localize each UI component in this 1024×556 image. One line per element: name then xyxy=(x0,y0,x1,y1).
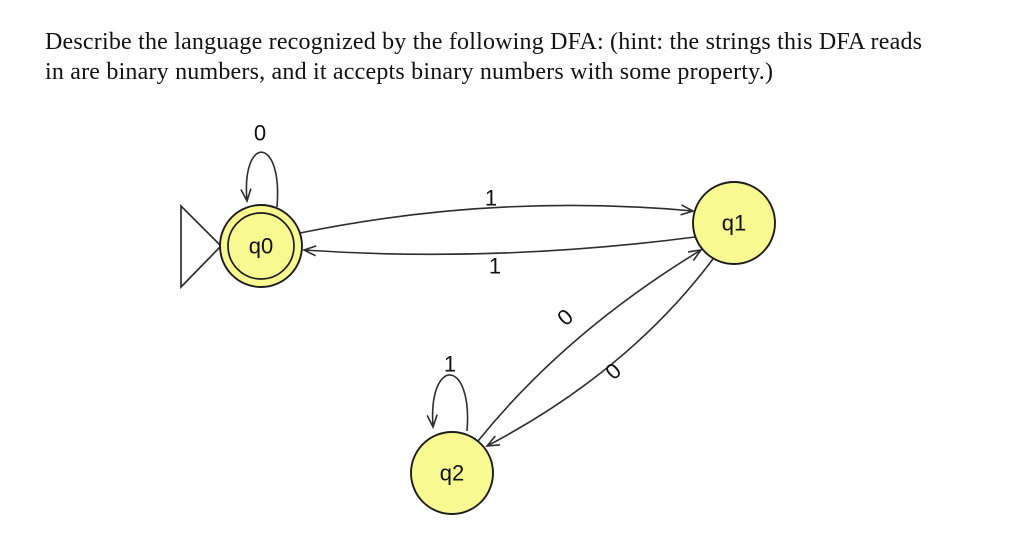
transition-label-q0-q1: 1 xyxy=(484,185,498,211)
transition-label-q1-q2: 0 xyxy=(600,357,627,385)
transition-edge-q2-q1 xyxy=(478,250,701,441)
problem-line-2: in are binary numbers, and it accepts binary numbers with some property.) xyxy=(45,59,774,85)
state-q2-label: q2 xyxy=(439,460,465,486)
state-q2 xyxy=(411,432,493,514)
transition-label-q1-q0: 1 xyxy=(488,253,502,279)
state-q1 xyxy=(693,182,775,264)
transition-label-q0-q0: 0 xyxy=(253,120,267,146)
state-q0 xyxy=(220,205,302,287)
transition-label-q2-q1: 0 xyxy=(552,303,579,331)
initial-state-arrow xyxy=(181,206,221,287)
transition-edge-q0-q0 xyxy=(246,152,277,207)
state-q1-label: q1 xyxy=(721,210,747,236)
transition-edge-q1-q0 xyxy=(304,237,695,254)
state-q0-label: q0 xyxy=(248,233,274,259)
transition-edge-q2-q2 xyxy=(433,375,468,431)
problem-line-1: Describe the language recognized by the following DFA: (hint: the strings this DFA reads xyxy=(45,29,923,55)
transition-label-q2-q2: 1 xyxy=(443,351,457,377)
transition-edge-q1-q2 xyxy=(487,259,713,446)
